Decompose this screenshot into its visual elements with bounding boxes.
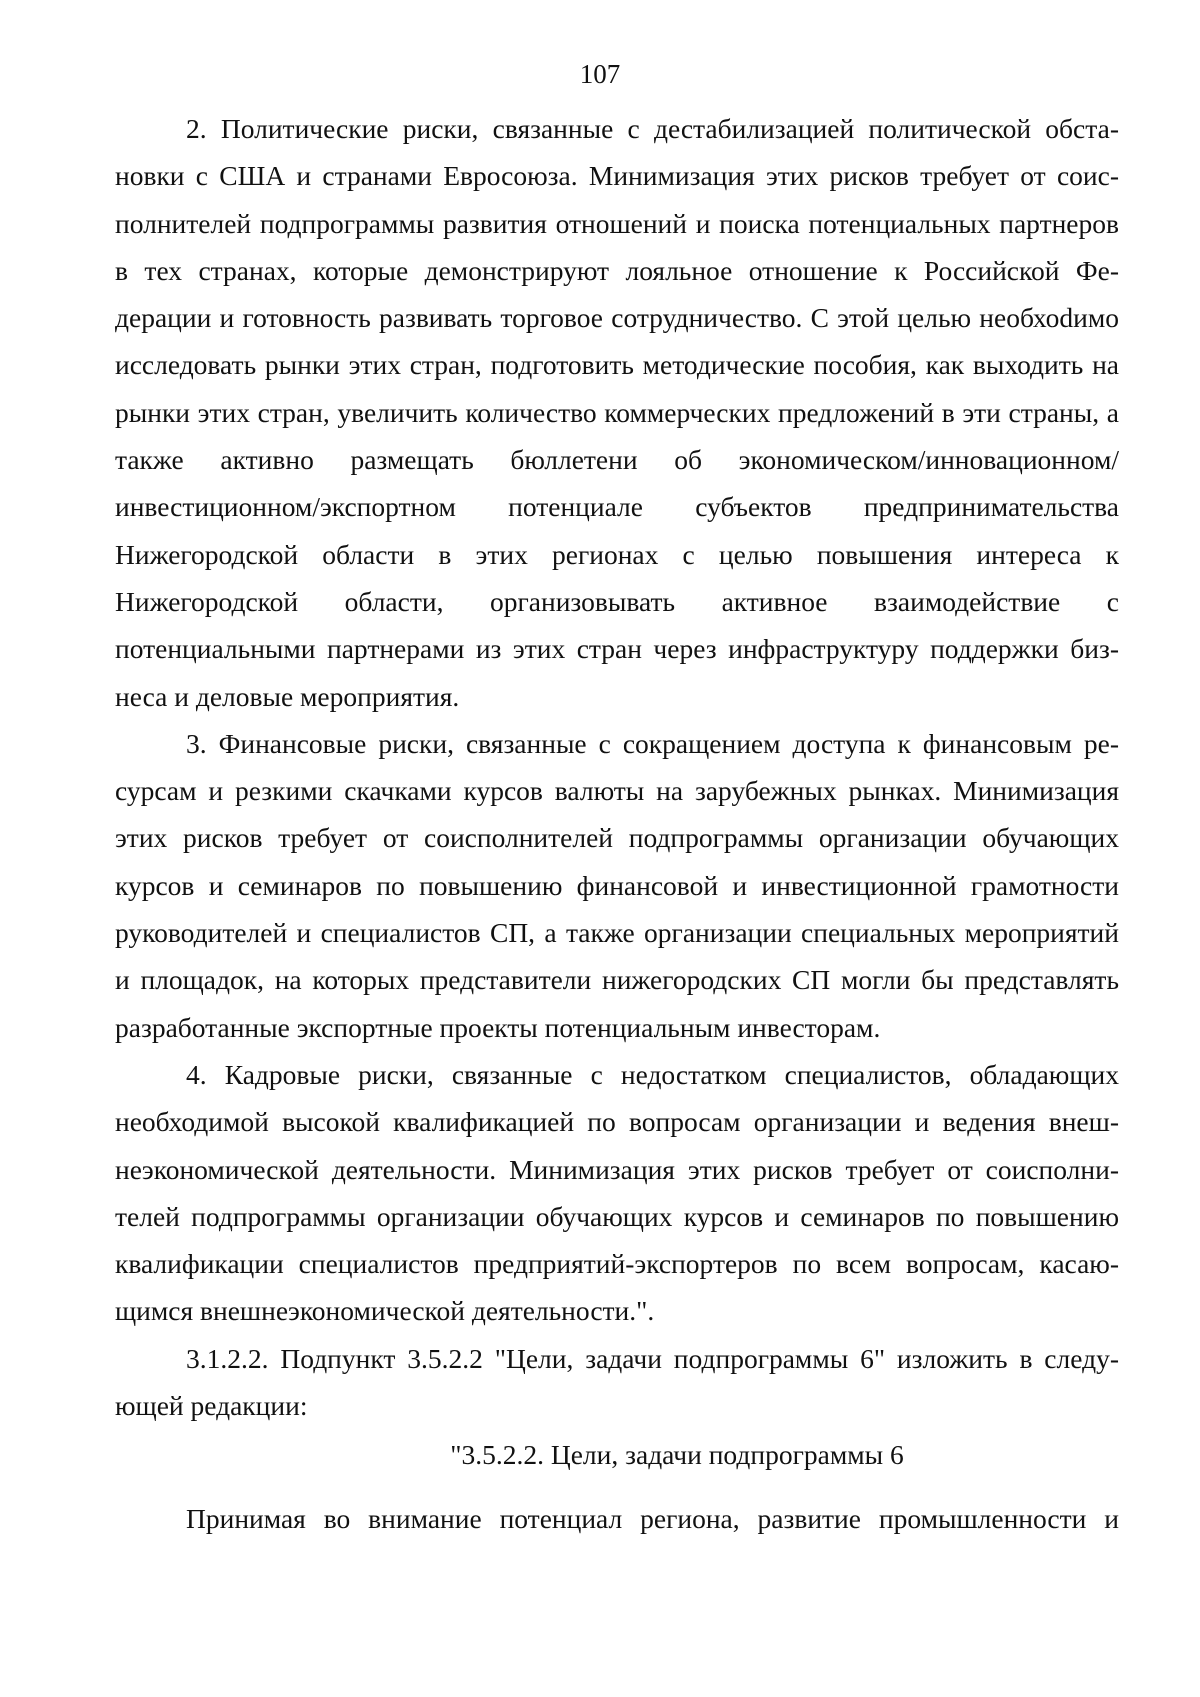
paragraph-financial-risks: 3. Финансовые риски, связанные с сокращением доступа к финансовым ресурсам и резкими скачками курсов валюты на зарубежных рынках. Минимизация этих рисков требует от соисполнителей подпрограммы организации обучающих курсов и семинаров по повышению финансовой и инвестиционной грамотности руководителей и специалистов СП, а также организации специальных мероприятий и площадок, на которых представители нижегородских СП могли бы представлять разработанные экспортные проекты потенциальным инвесторам. [115,727,1119,1043]
paragraph-personnel-risks: 4. Кадровые риски, связанные с недостатком специалистов, обладающих необходимой высокой квалификацией по вопросам организации и ведения внешнеэкономической деятельности. Минимизация этих рисков требует от соисполнителей подпрограммы организации обучающих курсов и семинаров по повышению квалификации специалистов предприятий-экспортеров по всем вопросам, касающимся внешнеэкономической деятельности.". [115,1058,1119,1327]
section-title: "3.5.2.2. Цели, задачи подпрограммы 6 [450,1439,904,1471]
paragraph-goals-start: Принимая во внимание потенциал региона, развитие промышленности и [186,1502,1119,1534]
paragraph-subclause-amendment: 3.1.2.2. Подпункт 3.5.2.2 "Цели, задачи подпрограммы 6" изложить в следующей редакции: [115,1342,1119,1422]
paragraph-political-risks: 2. Политические риски, связанные с дестабилизацией политической обстановки с США и странами Евросоюза. Минимизация этих рисков требует от соисполнителей подпрограммы развития отношений и поиска потенциальных партнеров в тех странах, которые демонстрируют лояльное отношение к Российской Федерации и готовность развивать торговое сотрудничество. С этой целью необхоdимо исследовать рынки этих стран, подготовить методические пособия, как выходить на рынки этих стран, увеличить количество коммерческих предложений в эти страны, а также активно размещать бюллетени об экономическом/инновационном/инвестиционном/экспортном потенциале субъектов предпринимательства Нижегородской области в этих регионах с целью повышения интереса к Нижегородской области, организовывать активное взаимодействие с потенциальными партнерами из этих стран через инфраструктуру поддержки бизнеса и деловые мероприятия. [115,113,1119,712]
page-number: 107 [579,59,621,89]
document-body [115,105,1119,1542]
